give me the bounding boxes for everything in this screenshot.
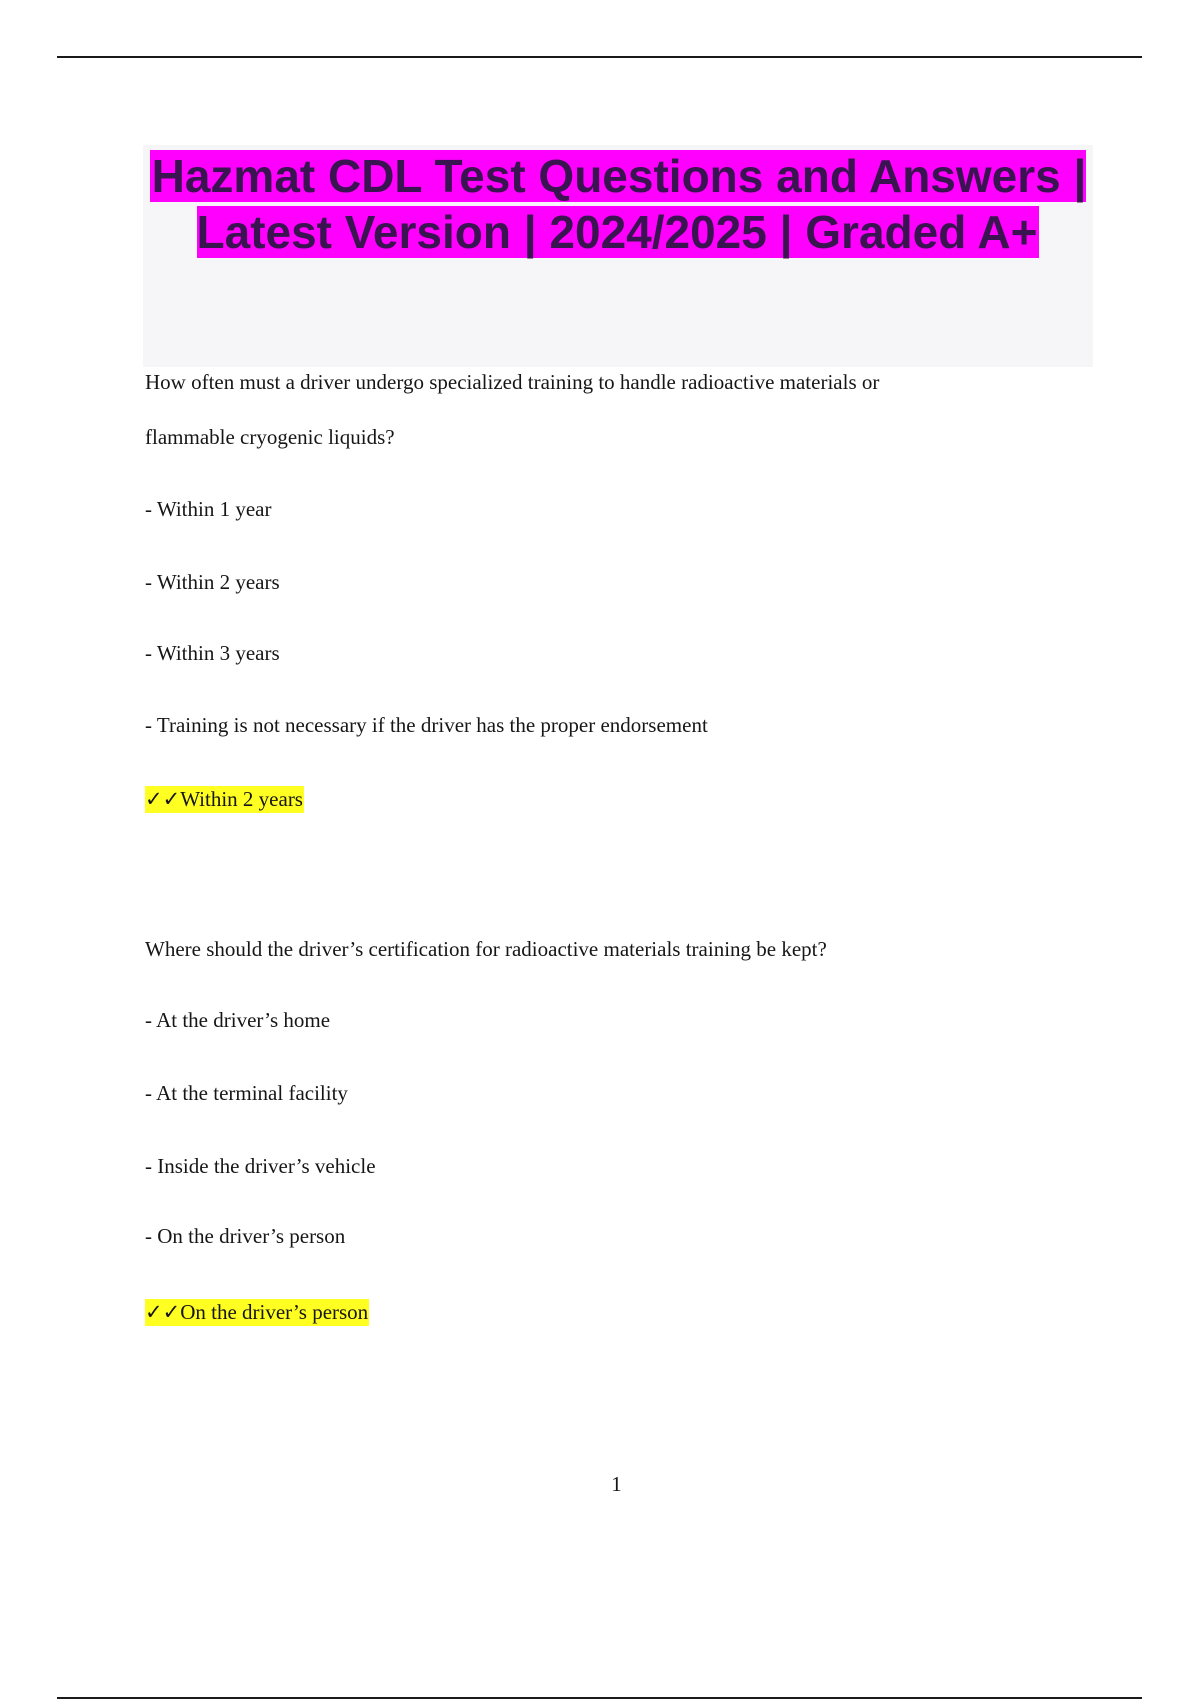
question-2-answer-text: ✓✓On the driver’s person [145, 1300, 369, 1324]
question-1-option-4: - Training is not necessary if the driver has the proper endorsement [145, 713, 708, 737]
document-title-text: Hazmat CDL Test Questions and Answers | Latest Version | 2024/2025 | Graded A+ [151, 150, 1087, 258]
document-title [143, 145, 1093, 260]
title-banner [143, 145, 1093, 367]
question-1-text-line-2: flammable cryogenic liquids? [145, 425, 395, 449]
question-2-text-line-1: Where should the driver’s certification for radioactive materials training be kept? [145, 937, 827, 961]
question-2-answer [145, 1299, 369, 1325]
question-2-option-4: - On the driver’s person [145, 1224, 346, 1248]
question-2-option-3: - Inside the driver’s vehicle [145, 1154, 376, 1178]
question-1-answer-text: ✓✓Within 2 years [145, 787, 303, 811]
header-rule [57, 56, 1142, 58]
question-1-option-3: - Within 3 years [145, 641, 280, 665]
question-1-option-2: - Within 2 years [145, 570, 280, 594]
page-number: 1 [611, 1472, 622, 1496]
footer-rule [57, 1697, 1142, 1699]
question-1-answer [145, 786, 304, 812]
question-1-option-1: - Within 1 year [145, 497, 272, 521]
question-1-text-line-1: How often must a driver undergo specialized training to handle radioactive materials or [145, 370, 880, 394]
question-2-option-1: - At the driver’s home [145, 1008, 331, 1032]
question-2-option-2: - At the terminal facility [145, 1081, 348, 1105]
